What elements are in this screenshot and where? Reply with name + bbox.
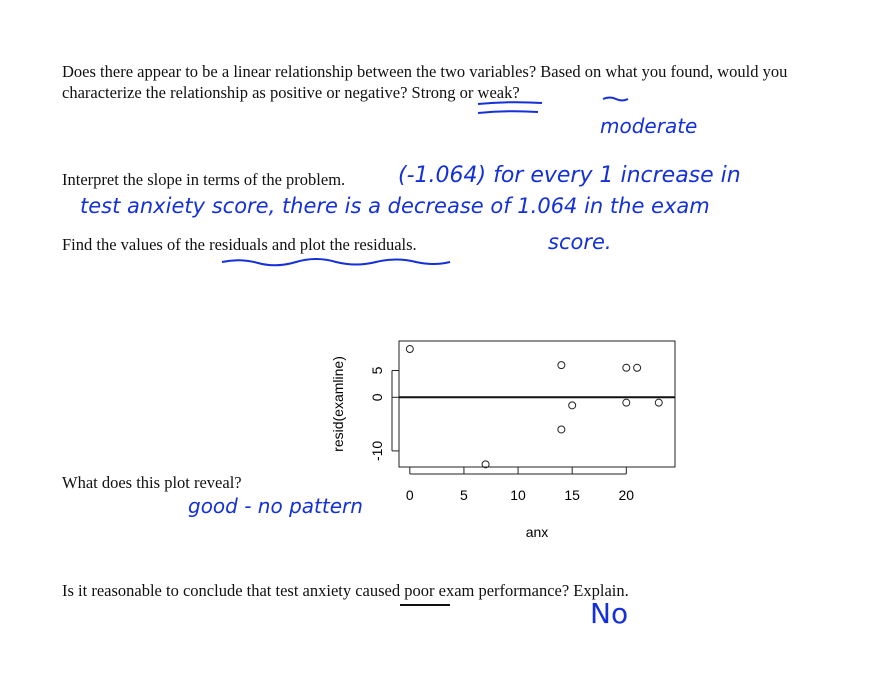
- y-tick-label: 0: [369, 393, 385, 402]
- x-tick-label: 20: [618, 487, 635, 503]
- question-1: Does there appear to be a linear relationship between the two variables? Based on what you found, would you characterize the relationship as positive or negative? Strong or weak?: [62, 62, 788, 102]
- question-2: Interpret the slope in terms of the problem.: [62, 170, 346, 189]
- x-tick-label: 15: [564, 487, 580, 503]
- y-tick-label: -10: [369, 440, 385, 462]
- answer-2-line2: test anxiety score, there is a decrease of 1.064 in the exam: [80, 194, 710, 218]
- y-tick-label: 5: [369, 366, 385, 375]
- question-5: Is it reasonable to conclude that test anxiety caused poor exam performance? Explain.: [62, 581, 629, 600]
- answer-2-line1: (-1.064) for every 1 increase in: [398, 163, 741, 188]
- question-3: Find the values of the residuals and plot the residuals.: [62, 235, 417, 254]
- answer-2-line3: score.: [548, 230, 612, 254]
- answer-1: moderate: [600, 114, 698, 138]
- x-axis-label: anx: [525, 524, 549, 540]
- y-axis-label: resid(examline): [330, 356, 346, 452]
- x-tick-label: 5: [460, 487, 468, 503]
- question-4: What does this plot reveal?: [62, 473, 242, 492]
- answer-4: good - no pattern: [188, 494, 363, 518]
- answer-5: No: [590, 597, 629, 630]
- x-tick-label: 10: [510, 487, 526, 503]
- x-tick-label: 0: [405, 487, 414, 503]
